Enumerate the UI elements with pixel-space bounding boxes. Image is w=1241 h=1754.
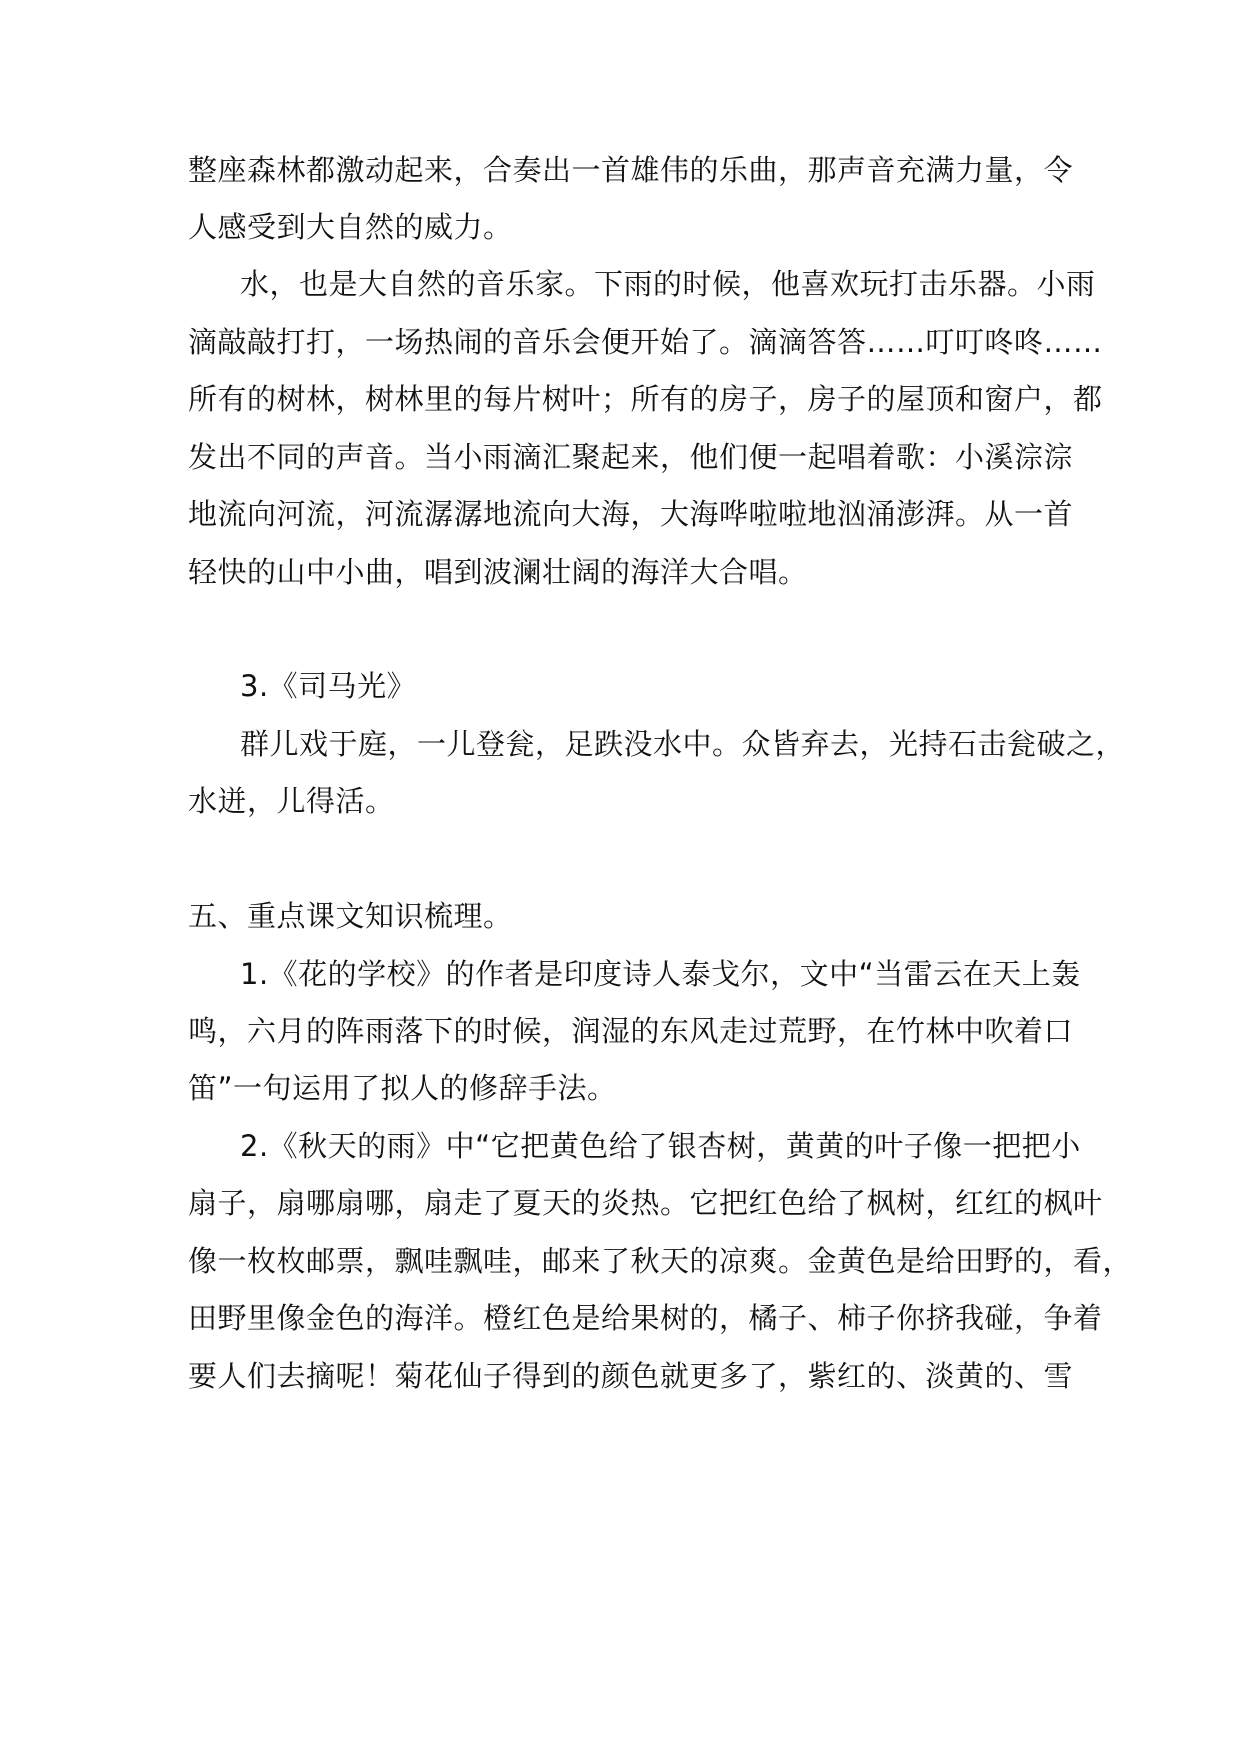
text-line: 群儿戏于庭，一儿登瓮，足跌没水中。众皆弃去，光持石击瓮破之， — [240, 727, 1126, 761]
text-line: 田野里像金色的海洋。橙红色是给果树的，橘子、柿子你挤我碰，争着 — [188, 1301, 1103, 1335]
text-line: 轻快的山中小曲，唱到波澜壮阔的海洋大合唱。 — [188, 555, 808, 589]
text-line: 2.《秋天的雨》中“它把黄色给了银杏树，黄黄的叶子像一把把小 — [240, 1129, 1081, 1163]
text-line: 1.《花的学校》的作者是印度诗人泰戈尔，文中“当雷云在天上轰 — [240, 957, 1081, 991]
text-line: 鸣，六月的阵雨落下的时候，润湿的东风走过荒野，在竹林中吹着口 — [188, 1014, 1074, 1048]
text-line: 像一枚枚邮票，飘哇飘哇，邮来了秋天的凉爽。金黄色是给田野的，看， — [188, 1244, 1133, 1278]
text-line: 所有的树林，树林里的每片树叶；所有的房子，房子的屋顶和窗户，都 — [188, 382, 1103, 416]
text-line: 发出不同的声音。当小雨滴汇聚起来，他们便一起唱着歌：小溪淙淙 — [188, 440, 1074, 474]
text-line: 要人们去摘呢！菊花仙子得到的颜色就更多了，紫红的、淡黄的、雪 — [188, 1359, 1074, 1393]
text-line: 水，也是大自然的音乐家。下雨的时候，他喜欢玩打击乐器。小雨 — [240, 267, 1096, 301]
text-line: 笛”一句运用了拟人的修辞手法。 — [188, 1071, 617, 1105]
text-line: 地流向河流，河流潺潺地流向大海，大海哗啦啦地汹涌澎湃。从一首 — [188, 497, 1074, 531]
text-line: 人感受到大自然的威力。 — [188, 210, 513, 244]
section-heading: 3.《司马光》 — [240, 669, 417, 703]
text-line: 水迸，儿得活。 — [188, 784, 395, 818]
section-heading: 五、重点课文知识梳理。 — [188, 899, 513, 933]
text-line: 滴敲敲打打，一场热闹的音乐会便开始了。滴滴答答……叮叮咚咚…… — [188, 325, 1103, 359]
text-line: 整座森林都激动起来，合奏出一首雄伟的乐曲，那声音充满力量，令 — [188, 153, 1074, 187]
text-line: 扇子，扇哪扇哪，扇走了夏天的炎热。它把红色给了枫树，红红的枫叶 — [188, 1186, 1103, 1220]
